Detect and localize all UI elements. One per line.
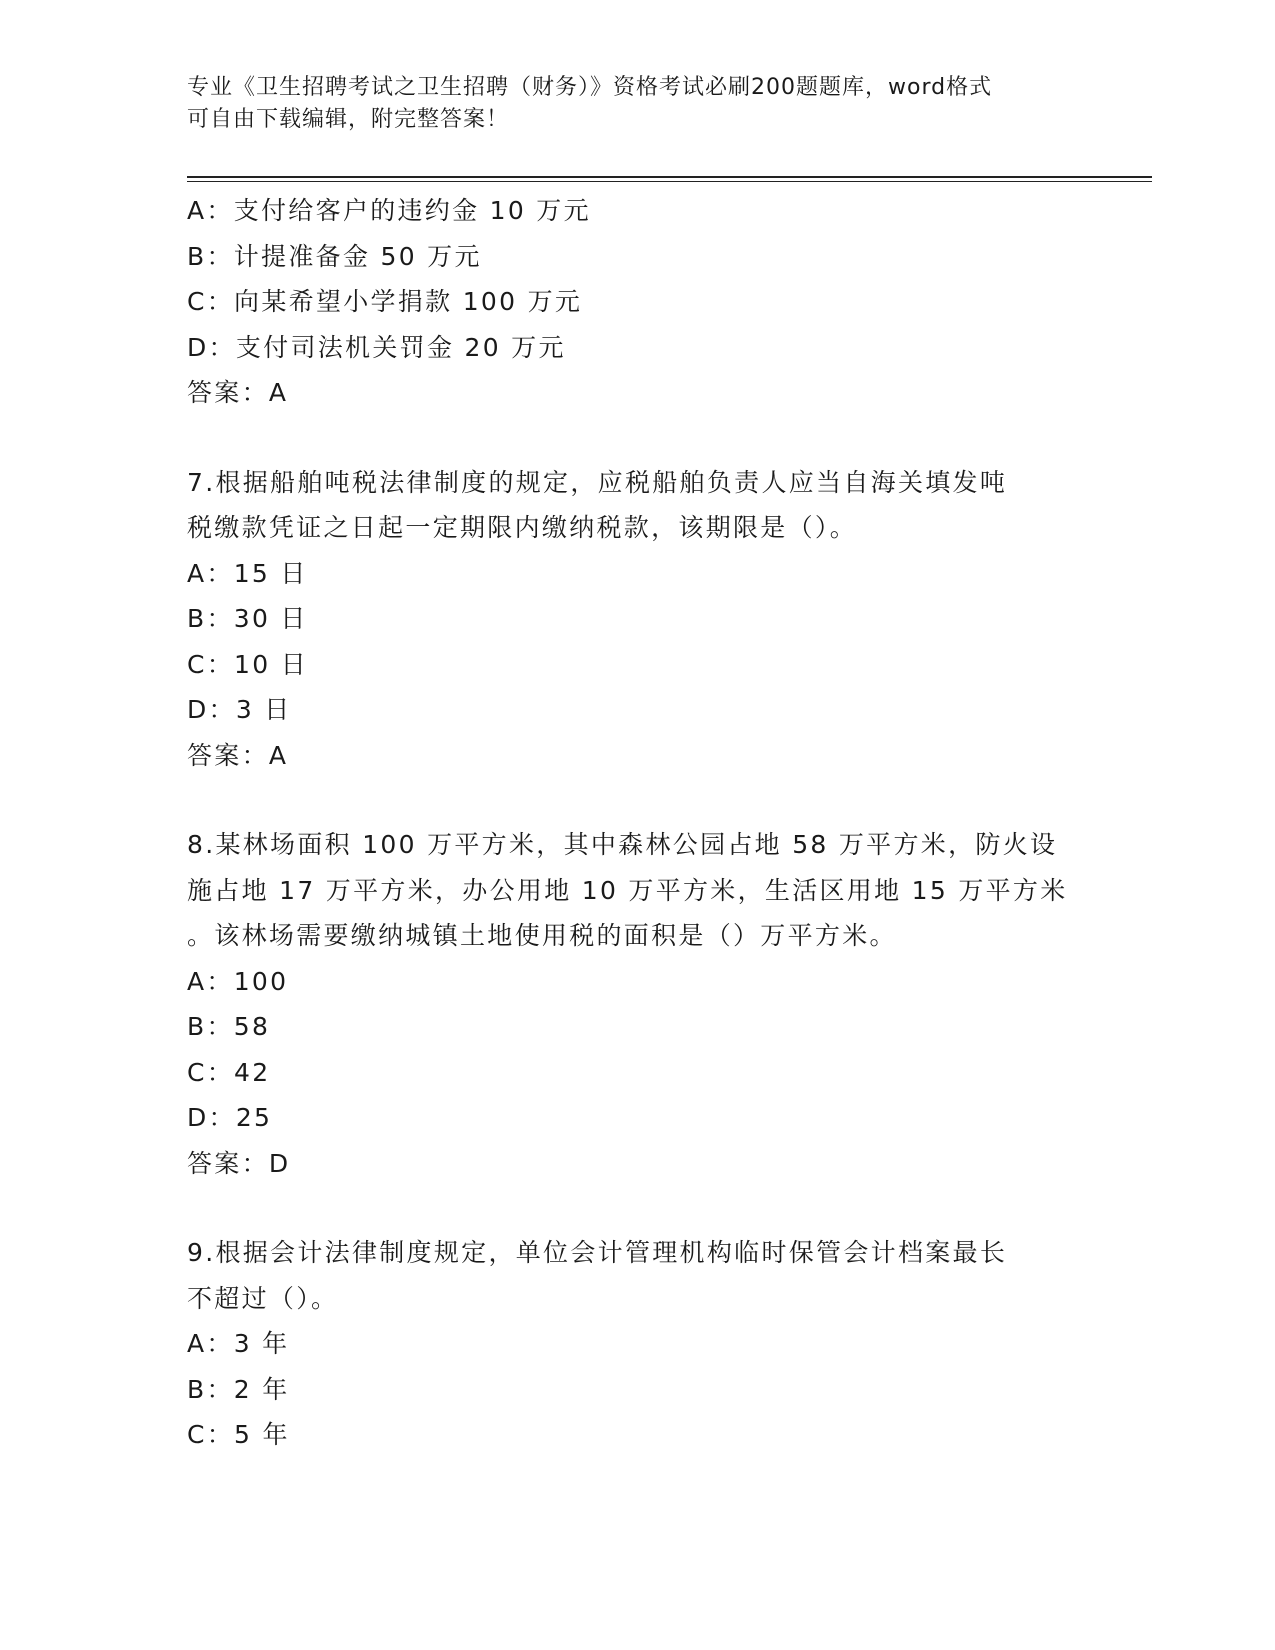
option-b: B：30 日 [187, 604, 308, 633]
question-stem-line: 不超过（）。 [187, 1283, 339, 1313]
document-body [187, 188, 1087, 1458]
question-stem-line: 施占地 17 万平方米，办公用地 10 万平方米，生活区用地 15 万平方米 [187, 875, 1068, 905]
option-c: C：42 [187, 1057, 271, 1087]
document-header [187, 72, 1087, 136]
option-c: C：10 日 [187, 649, 309, 679]
question-stem-line: 。该林场需要缴纳城镇土地使用税的面积是（）万平方米。 [187, 921, 897, 950]
option-d: D：3 日 [187, 695, 292, 724]
question-stem-line: 9.根据会计法律制度规定，单位会计管理机构临时保管会计档案最长 [187, 1238, 1008, 1267]
option-c: C：向某希望小学捐款 100 万元 [187, 287, 583, 316]
option-d: D：支付司法机关罚金 20 万元 [187, 332, 566, 362]
question-9 [187, 1230, 1087, 1458]
option-a: A：15 日 [187, 558, 308, 588]
question-stem-line: 8.某林场面积 100 万平方米，其中森林公园占地 58 万平方米，防火设 [187, 830, 1058, 859]
answer-line: 答案：D [187, 1148, 291, 1178]
option-d: D：25 [187, 1103, 273, 1132]
header-rule-thin [187, 181, 1152, 182]
question-8 [187, 822, 1087, 1186]
question-7 [187, 460, 1087, 779]
option-a: A：3 年 [187, 1329, 290, 1358]
question-6-continued [187, 188, 1087, 416]
question-stem-line: 7.根据船舶吨税法律制度的规定，应税船舶负责人应当自海关填发吨 [187, 467, 1008, 497]
question-stem-line: 税缴款凭证之日起一定期限内缴纳税款，该期限是（）。 [187, 513, 858, 542]
header-line-2: 可自由下载编辑，附完整答案！ [187, 107, 510, 132]
option-b: B：58 [187, 1012, 271, 1041]
header-rule-thick [187, 176, 1152, 178]
header-line-1: 专业《卫生招聘考试之卫生招聘（财务）》资格考试必刷200题题库，word格式 [187, 75, 993, 100]
option-b: B：2 年 [187, 1374, 290, 1404]
option-a: A：100 [187, 966, 289, 996]
option-c: C：5 年 [187, 1420, 290, 1449]
answer-line: 答案：A [187, 740, 289, 770]
answer-line: 答案：A [187, 378, 289, 407]
option-b: B：计提准备金 50 万元 [187, 241, 482, 271]
option-a: A：支付给客户的违约金 10 万元 [187, 196, 591, 225]
